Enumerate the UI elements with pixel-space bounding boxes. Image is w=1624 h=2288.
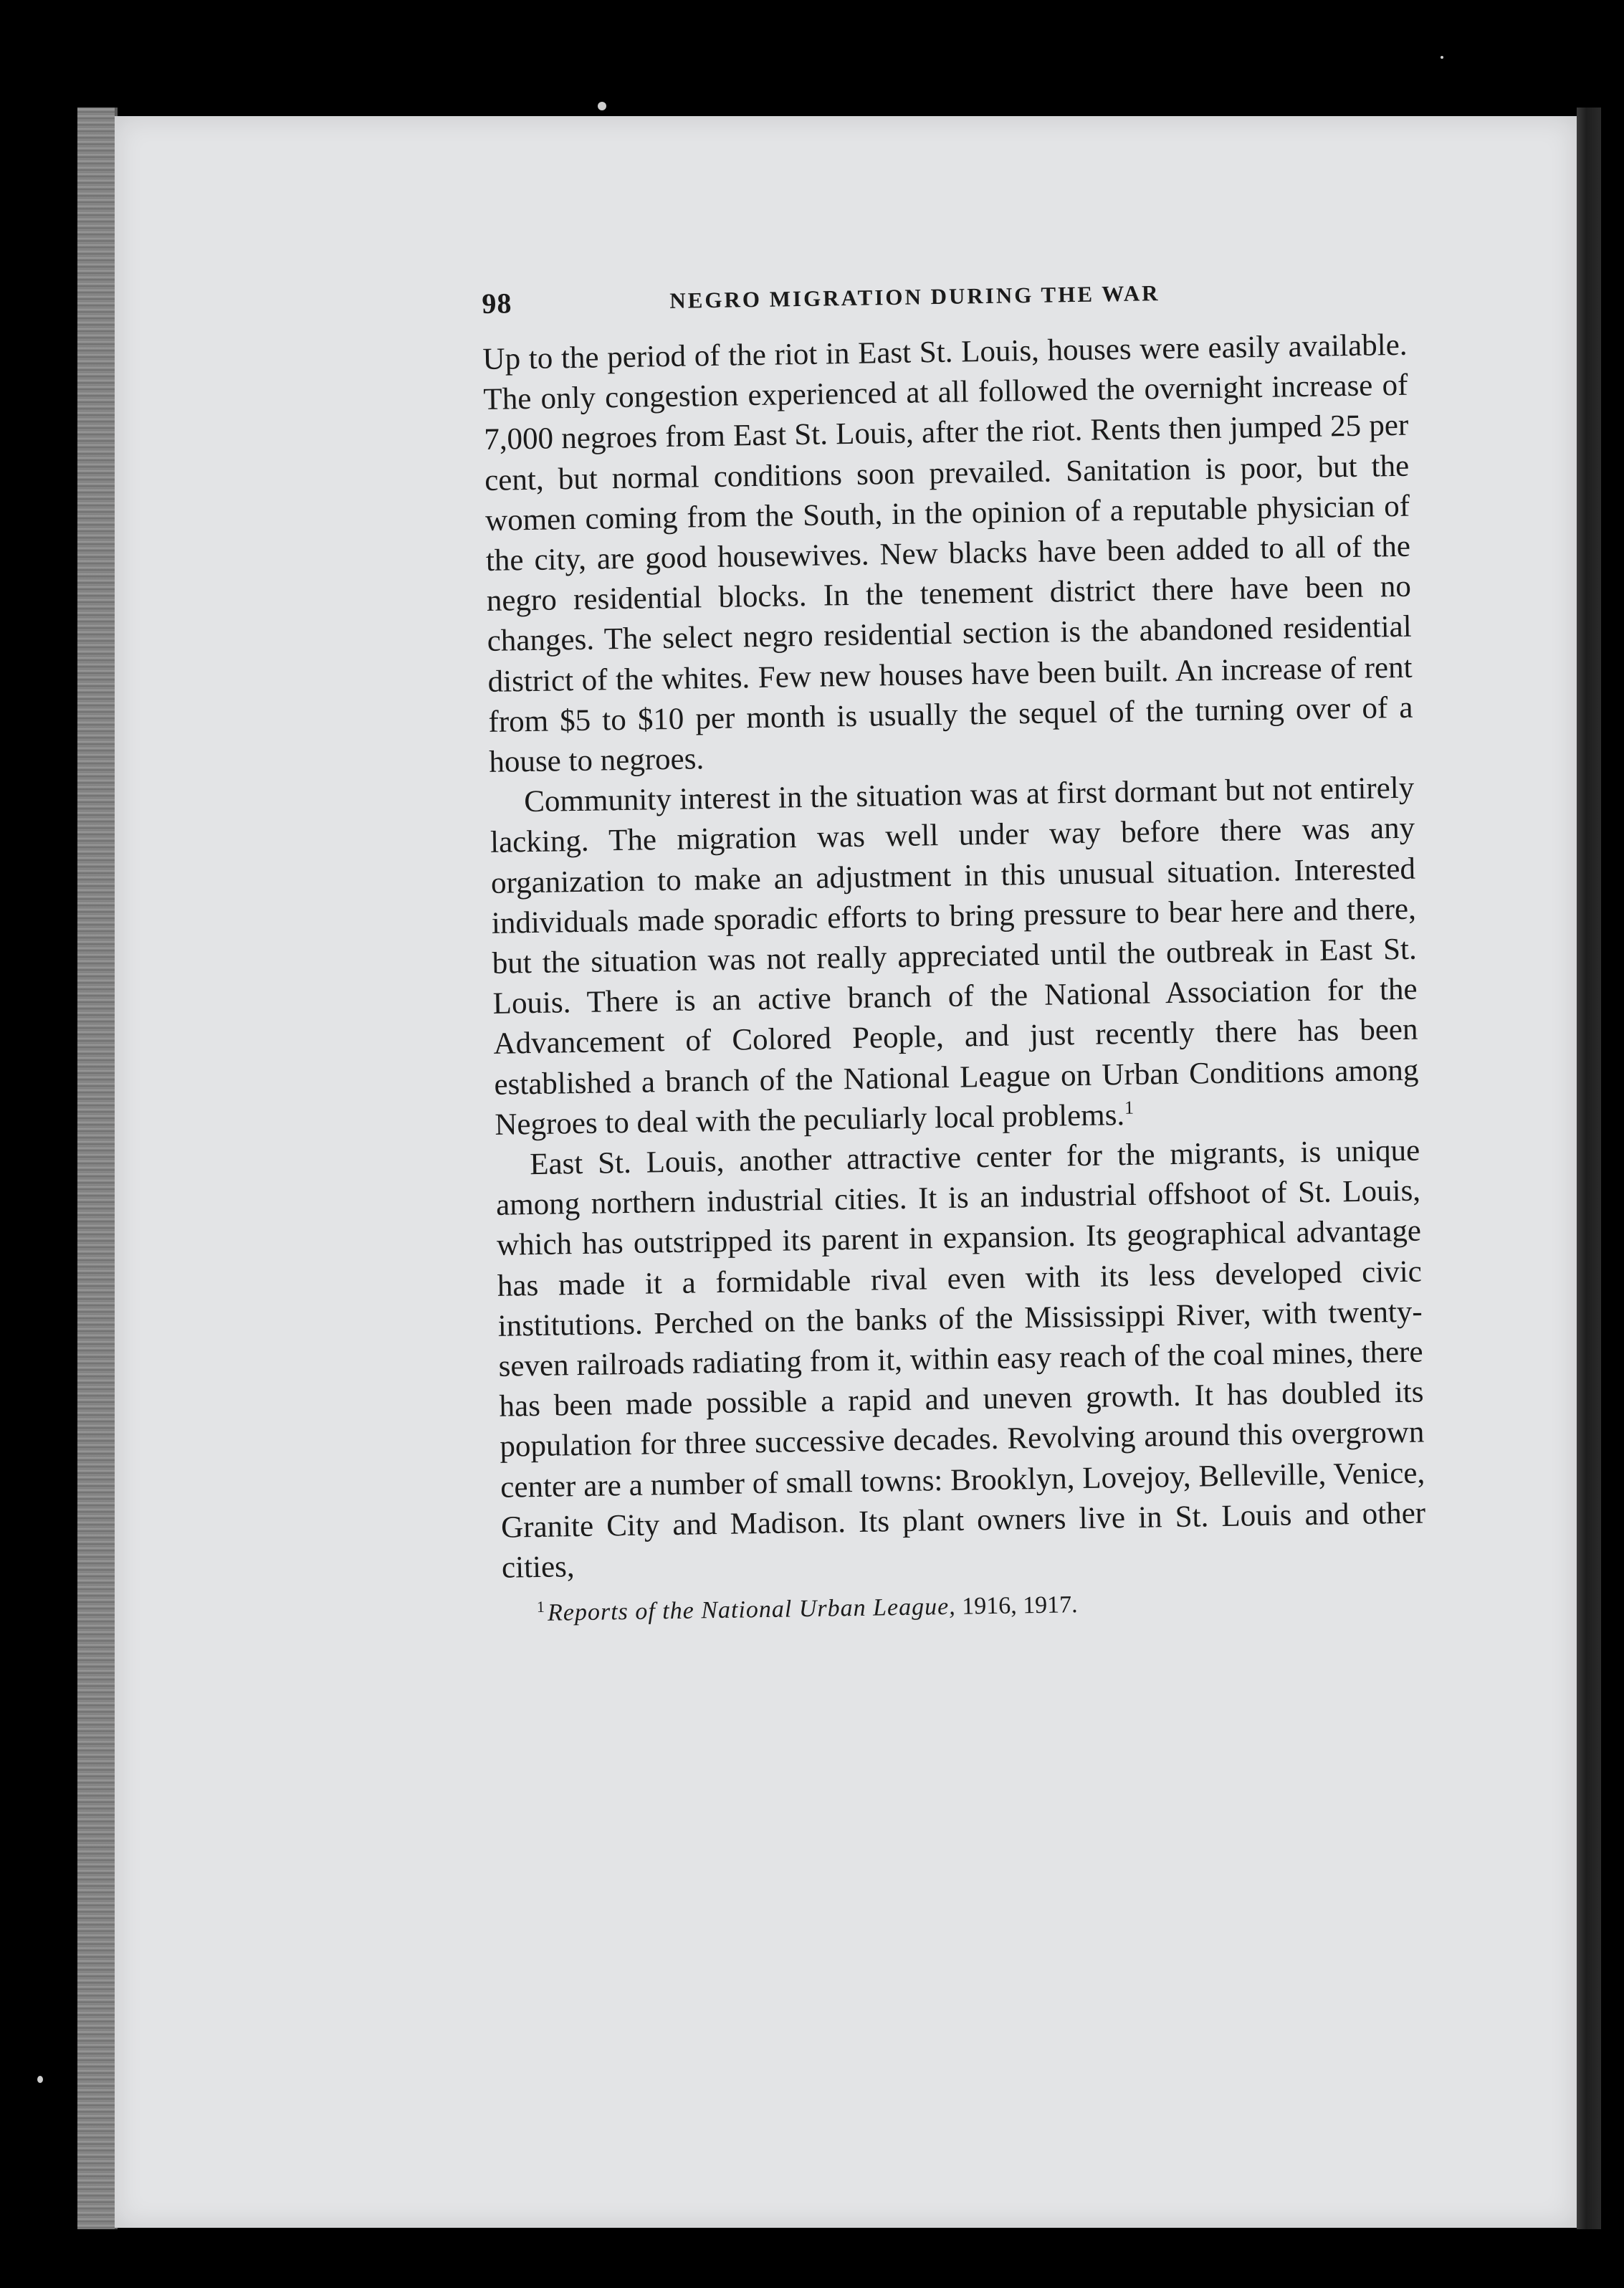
page-content — [482, 272, 1427, 1630]
running-head — [482, 272, 1407, 330]
dust-speck — [37, 2076, 43, 2083]
footnote-source-title: Reports of the National Urban League, — [547, 1593, 956, 1627]
book-page — [115, 116, 1577, 2228]
paragraph-text: Community interest in the situation was at first dormant but not entirely lacking. The migration was well under way before there was any organization to make an adjustment in this unusual situation. Interested individuals made sporadic efforts to bring pressure to bear here and there, but the situation was not really appreciated until the outbreak in East St. Louis. There is an active branch of the National Association for the Advancement of Colored People, and just recently there has been established a branch of the National League on Urban Conditions among Negroes to deal with the peculiarly local problems. — [489, 771, 1419, 1142]
paragraph: East St. Louis, another attractive center for the migrants, is unique among northern industrial cities. It is an industrial offshoot of St. Louis, which has outstripped its parent in expansion. Its geographical advantage has made it a formidable rival even with its less developed civic institutions. Perched on the banks of the Mississippi River, with twenty-seven railroads radiating from it, within easy reach of the coal mines, there has been made possible a rapid and uneven growth. It has doubled its population for three successive decades. Revolving around this overgrown center are a number of small towns: Brooklyn, Lovejoy, Belleville, Venice, Granite City and Madison. Its plant owners live in St. Louis and other cities, — [495, 1133, 1426, 1585]
footnote — [502, 1584, 1428, 1630]
footnote-reference: 1 — [1124, 1097, 1135, 1118]
footnote-years: 1916, 1917. — [955, 1591, 1078, 1621]
book-cover-edge — [1577, 108, 1601, 2229]
book-spine-binding — [77, 108, 118, 2229]
paragraph — [489, 768, 1420, 1145]
dust-speck — [1441, 56, 1443, 59]
body-text — [482, 325, 1426, 1588]
footnote-mark: 1 — [536, 1597, 545, 1616]
running-title: NEGRO MIGRATION DURING THE WAR — [669, 280, 1160, 313]
paragraph: Up to the period of the riot in East St. Louis, houses were easily available. The only congestion experienced at all followed the overnight increase of 7,000 negroes from East St. Louis, after the riot. Rents then jumped 25 per cent, but normal conditions soon prevailed. Sanitation is poor, but the women coming from the South, in the opinion of a reputable physician of the city, are good housewives. New blacks have been added to all of the negro residential blocks. In the tenement district there have been no changes. The select negro residential section is the abandoned residential district of the whites. Few new houses have been built. An increase of rent from $5 to $10 per month is usually the sequel of the turning over of a house to negroes. — [482, 328, 1413, 779]
page-number: 98 — [482, 287, 512, 320]
dust-speck — [598, 102, 606, 110]
